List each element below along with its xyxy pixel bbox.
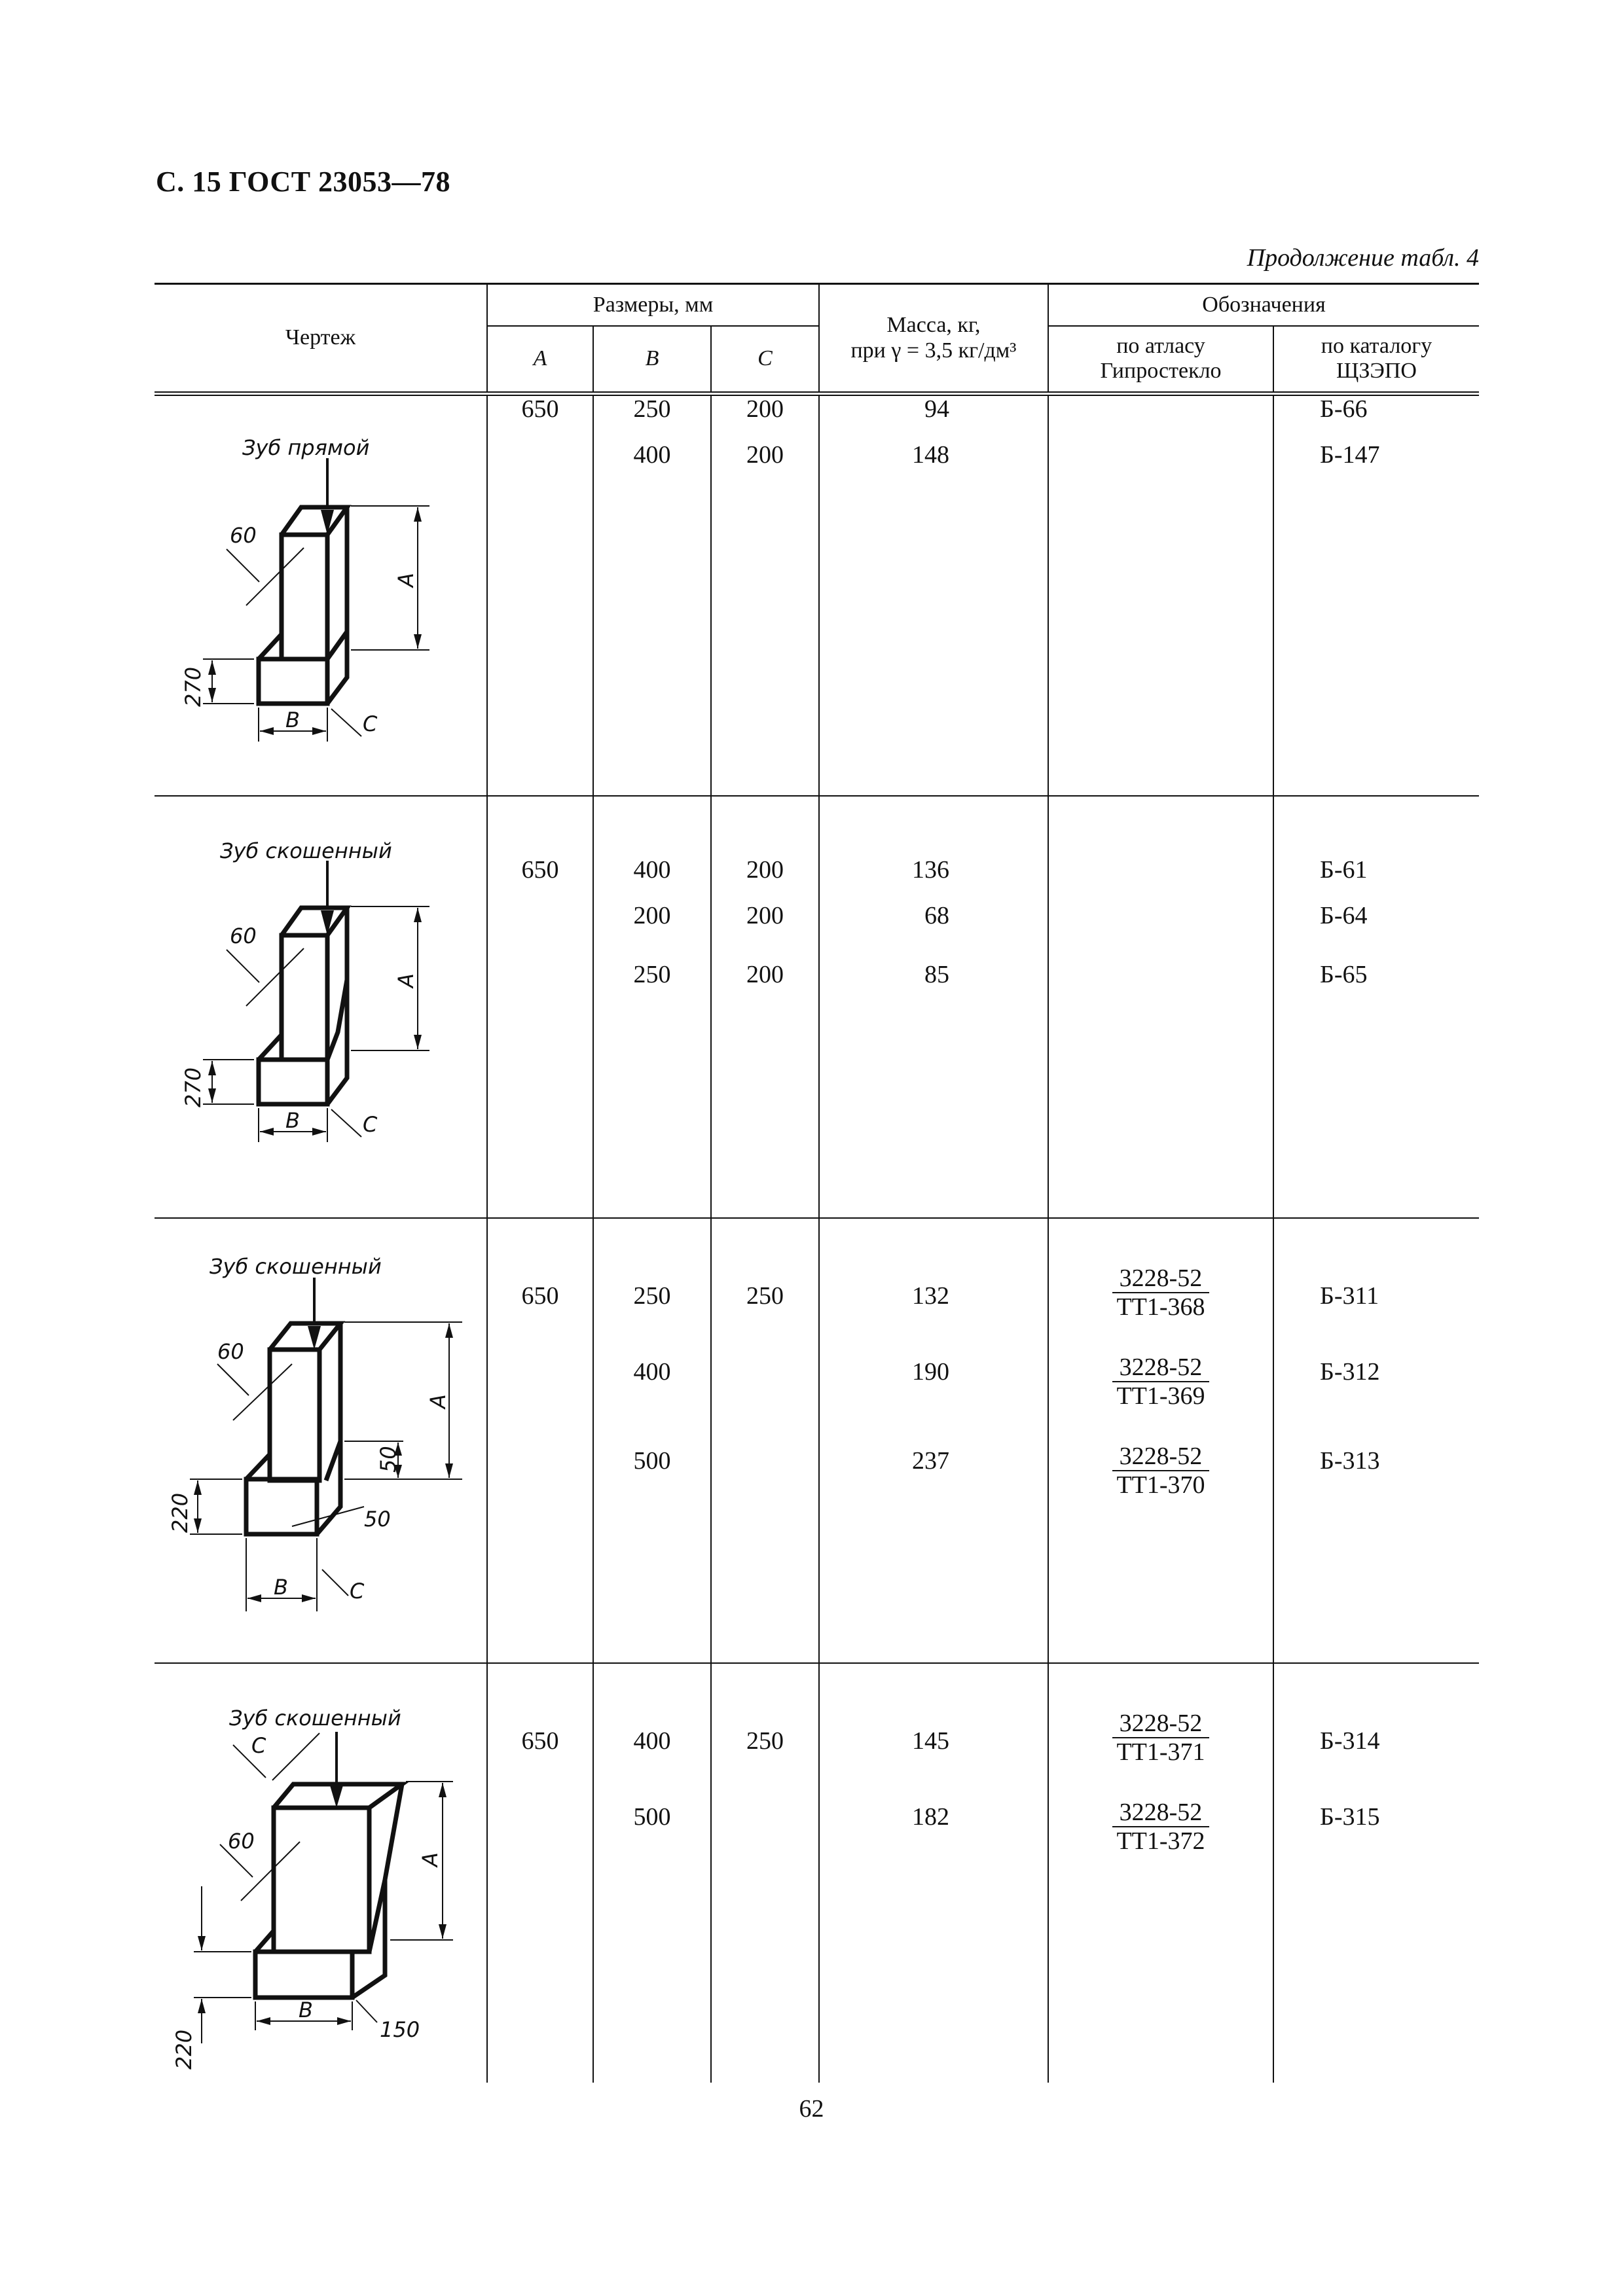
value-catalog: Б-64	[1320, 902, 1368, 929]
c-cell	[711, 394, 819, 797]
value-c: 200	[746, 902, 784, 929]
atlas-fraction	[1049, 1704, 1273, 1793]
drawing-title: Зуб прямой	[242, 435, 370, 460]
col-designations: Обозначения	[1048, 284, 1479, 326]
dim-label: A	[426, 1394, 450, 1408]
drawing-cell	[155, 796, 487, 1218]
atlas-num: 3228-52	[1112, 1354, 1209, 1382]
value-mass: 190	[912, 1358, 949, 1386]
value-a: 650	[521, 1727, 559, 1755]
value-c: 250	[746, 1727, 784, 1755]
value-b: 500	[633, 1803, 671, 1831]
mass-cell	[819, 1218, 1048, 1663]
atlas-num: 3228-52	[1112, 1443, 1209, 1471]
dim-label: C	[363, 1112, 378, 1137]
value-catalog: Б-311	[1320, 1282, 1379, 1310]
atlas-line1: по атласу	[1116, 334, 1205, 359]
value-mass: 68	[924, 902, 949, 929]
dim-label: 150	[380, 2017, 420, 2042]
drawing-cell	[155, 1218, 487, 1663]
value-mass: 182	[912, 1803, 949, 1831]
drawing-cell	[155, 394, 487, 797]
dim-label: B	[274, 1575, 288, 1600]
value-b: 250	[633, 1282, 671, 1310]
page-head: С. 15 ГОСТ 23053—78	[156, 166, 451, 198]
b-cell	[593, 1218, 711, 1663]
atlas-num: 3228-52	[1112, 1265, 1209, 1293]
value-mass: 136	[912, 856, 949, 884]
value-c: 200	[746, 961, 784, 988]
dim-label: 60	[217, 1339, 244, 1364]
col-dims: Размеры, мм	[487, 284, 819, 326]
drawing-cell	[155, 1663, 487, 2083]
atlas-fraction	[1049, 1348, 1273, 1437]
catalog-line1: по каталогу	[1321, 334, 1432, 359]
value-mass: 145	[912, 1727, 949, 1755]
atlas-line2: Гипростекло	[1100, 359, 1222, 384]
table-row	[155, 796, 1479, 1218]
value-catalog: Б-65	[1320, 961, 1368, 988]
atlas-cell	[1048, 1218, 1273, 1663]
atlas-fraction	[1049, 1437, 1273, 1526]
mass-cell	[819, 796, 1048, 1218]
catalog-cell	[1273, 1218, 1479, 1663]
table-row	[155, 1663, 1479, 2083]
dim-label: A	[418, 1852, 443, 1867]
brick-drawing-beveled	[155, 797, 487, 1215]
atlas-cell	[1048, 796, 1273, 1218]
atlas-den: ТТ1-368	[1116, 1293, 1205, 1321]
value-c: 200	[746, 856, 784, 884]
c-cell	[711, 1663, 819, 2083]
dim-label: B	[285, 708, 300, 732]
value-b: 250	[633, 395, 671, 423]
value-mass: 94	[924, 395, 949, 423]
a-cell	[487, 796, 593, 1218]
brick-drawing-beveled-150	[155, 1664, 487, 2083]
atlas-fraction	[1049, 1259, 1273, 1348]
value-mass: 148	[912, 441, 949, 469]
mass-cell	[819, 1663, 1048, 2083]
dim-label: 50	[376, 1446, 401, 1473]
value-a: 650	[521, 1282, 559, 1310]
atlas-den: ТТ1-369	[1116, 1382, 1205, 1410]
b-cell	[593, 394, 711, 797]
dim-label: 220	[168, 1492, 192, 1533]
value-catalog: Б-315	[1320, 1803, 1380, 1831]
value-catalog: Б-314	[1320, 1727, 1380, 1755]
value-b: 250	[633, 961, 671, 988]
value-catalog: Б-313	[1320, 1447, 1380, 1475]
value-catalog: Б-66	[1320, 395, 1368, 423]
atlas-num: 3228-52	[1112, 1799, 1209, 1827]
dim-label: A	[393, 573, 418, 587]
drawing-title: Зуб скошенный	[210, 1254, 382, 1279]
b-cell	[593, 1663, 711, 2083]
dim-label: C	[350, 1579, 365, 1604]
mass-cell	[819, 394, 1048, 797]
dim-label: A	[393, 973, 418, 988]
a-cell	[487, 1218, 593, 1663]
value-mass: 132	[912, 1282, 949, 1310]
value-mass: 237	[912, 1447, 949, 1475]
value-a: 650	[521, 395, 559, 423]
col-mass	[819, 284, 1048, 394]
value-b: 400	[633, 1358, 671, 1386]
catalog-cell	[1273, 1663, 1479, 2083]
dim-label: 60	[230, 523, 257, 548]
a-cell	[487, 1663, 593, 2083]
value-mass: 85	[924, 961, 949, 988]
mass-line1: Масса, кг,	[886, 313, 981, 338]
dim-label: C	[363, 711, 378, 736]
table-row	[155, 1218, 1479, 1663]
value-c: 250	[746, 1282, 784, 1310]
dimensions-table	[155, 283, 1479, 2083]
value-b: 400	[633, 1727, 671, 1755]
value-catalog: Б-147	[1320, 441, 1380, 469]
dim-label: 50	[364, 1507, 391, 1532]
c-cell	[711, 1218, 819, 1663]
dim-label: B	[299, 1998, 313, 2022]
col-drawing: Чертеж	[155, 284, 487, 394]
c-cell	[711, 796, 819, 1218]
catalog-line2: ЩЗЭПО	[1336, 359, 1417, 384]
col-atlas	[1048, 326, 1273, 394]
dim-label: C	[251, 1733, 266, 1758]
dim-label: 60	[230, 924, 257, 948]
value-catalog: Б-312	[1320, 1358, 1380, 1386]
dim-label: 270	[181, 666, 206, 707]
col-catalog	[1273, 326, 1479, 394]
brick-drawing-straight	[155, 396, 487, 795]
b-cell	[593, 796, 711, 1218]
value-catalog: Б-61	[1320, 856, 1368, 884]
value-c: 200	[746, 395, 784, 423]
value-b: 400	[633, 441, 671, 469]
table-caption: Продолжение табл. 4	[1247, 244, 1479, 272]
value-b: 500	[633, 1447, 671, 1475]
catalog-cell	[1273, 394, 1479, 797]
atlas-den: ТТ1-372	[1116, 1827, 1205, 1855]
dim-label: 220	[172, 2029, 196, 2070]
brick-drawing-beveled-50	[155, 1219, 487, 1660]
value-c: 200	[746, 441, 784, 469]
drawing-title: Зуб скошенный	[220, 838, 392, 863]
col-b: B	[593, 326, 711, 394]
dim-label: 270	[181, 1067, 206, 1107]
drawing-title: Зуб скошенный	[229, 1706, 401, 1731]
mass-line2: при γ = 3,5 кг/дм³	[850, 338, 1017, 363]
atlas-cell	[1048, 394, 1273, 797]
page-number: 62	[799, 2095, 824, 2123]
value-b: 200	[633, 902, 671, 929]
dim-label: 60	[228, 1829, 255, 1854]
catalog-cell	[1273, 796, 1479, 1218]
col-c: C	[711, 326, 819, 394]
dim-label: B	[285, 1108, 300, 1133]
atlas-num: 3228-52	[1112, 1710, 1209, 1738]
atlas-den: ТТ1-370	[1116, 1471, 1205, 1499]
atlas-fraction	[1049, 1793, 1273, 1882]
table-row	[155, 394, 1479, 797]
a-cell	[487, 394, 593, 797]
col-a: A	[487, 326, 593, 394]
atlas-cell	[1048, 1663, 1273, 2083]
atlas-den: ТТ1-371	[1116, 1738, 1205, 1766]
value-b: 400	[633, 856, 671, 884]
value-a: 650	[521, 856, 559, 884]
